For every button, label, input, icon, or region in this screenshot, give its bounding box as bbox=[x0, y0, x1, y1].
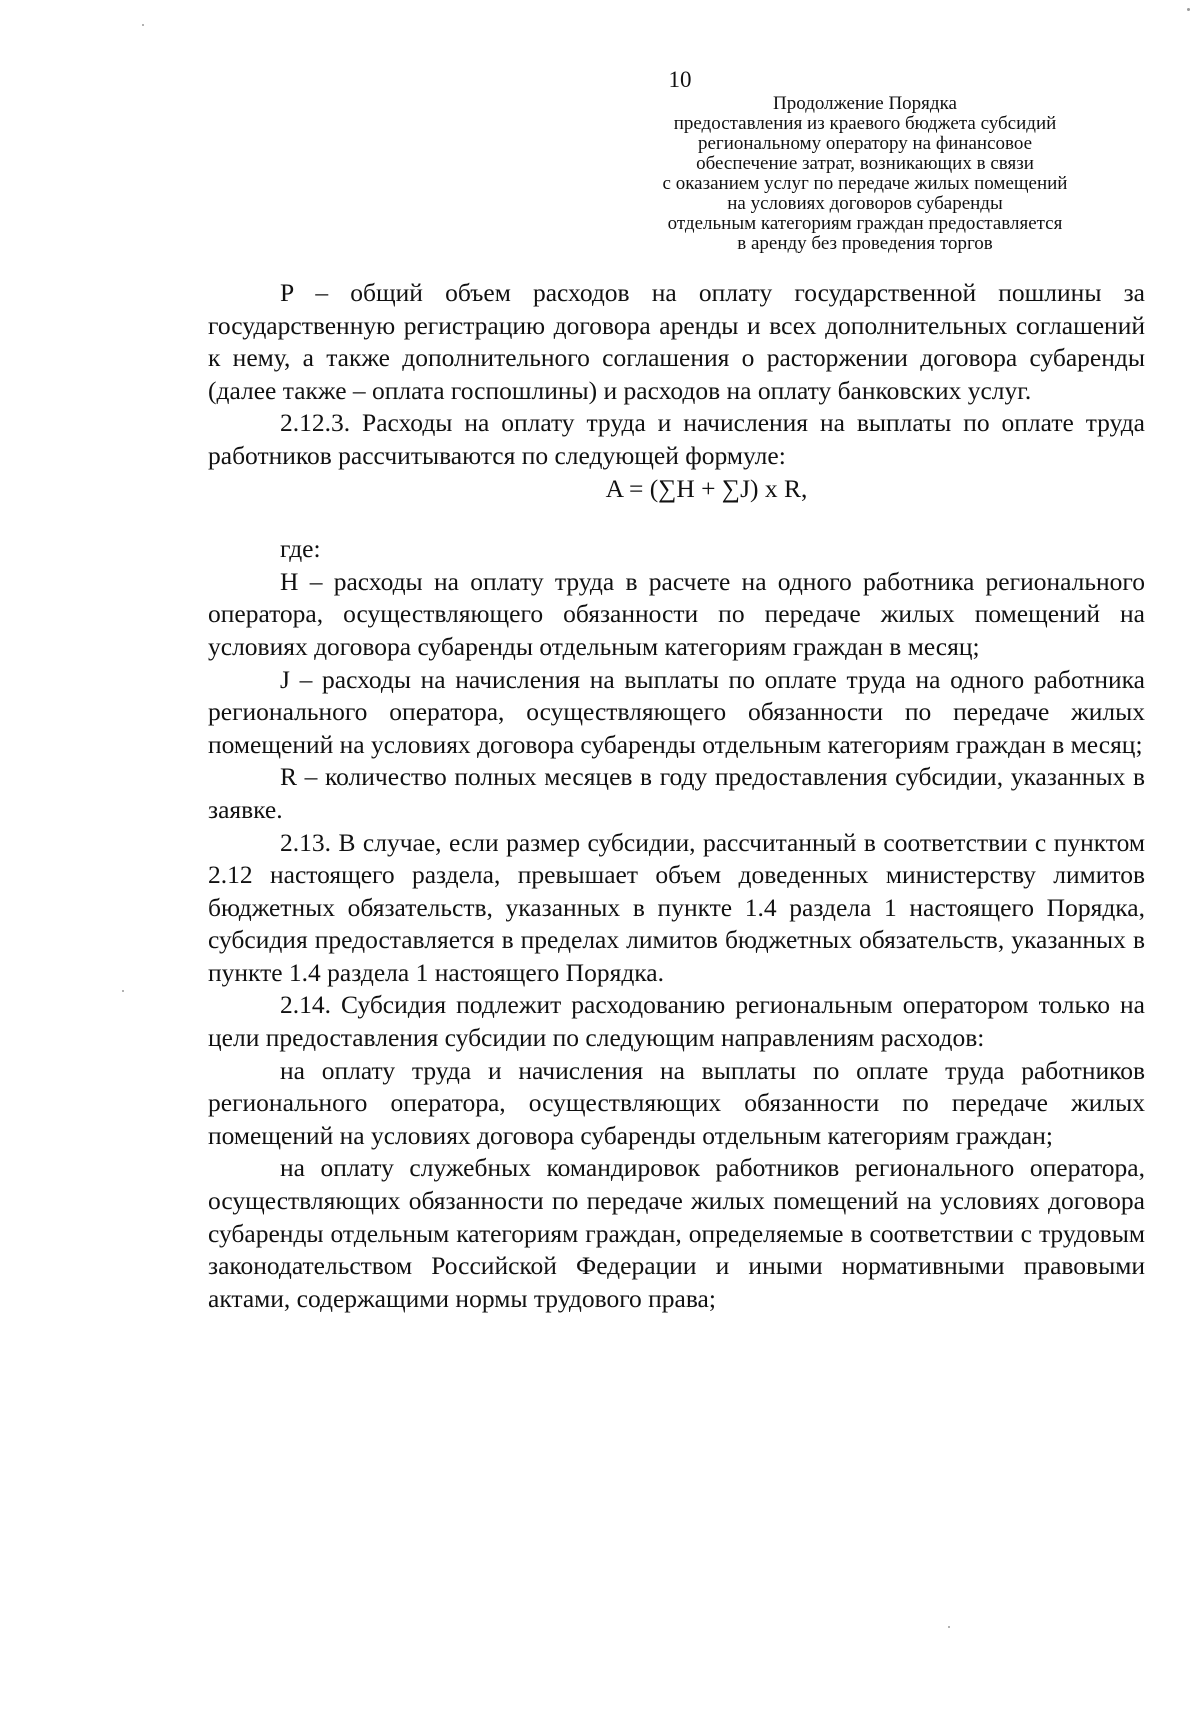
paragraph-2-14: 2.14. Субсидия подлежит расходованию региональным оператором только на цели предоставления субсидии по следующим направлениям расходов: bbox=[208, 990, 1145, 1053]
header-line: предоставления из краевого бюджета субсидий bbox=[673, 113, 1057, 134]
formula: A = (∑H + ∑J) x R, bbox=[605, 473, 808, 503]
paragraph-business-trips: на оплату служебных командировок работников регионального оператора, осуществляющих обязанности по передаче жилых помещений на условиях договора субаренды отдельным категориям граждан, определяемые в соответствии с трудовым законодательством Российской Федерации и иными нормативными правовыми актами, содержащими нормы трудового права; bbox=[208, 1153, 1145, 1313]
header-line: Продолжение Порядка bbox=[773, 93, 957, 114]
header-line: в аренду без проведения торгов bbox=[737, 233, 993, 254]
paragraph-where: где: bbox=[280, 534, 321, 564]
scan-speck bbox=[948, 1626, 950, 1628]
header-line: на условиях договоров субаренды bbox=[727, 193, 1003, 214]
header-line: региональному оператору на финансовое bbox=[697, 133, 1033, 154]
header-line: обеспечение затрат, возникающих в связи bbox=[696, 153, 1034, 174]
header-line: отдельным категориям граждан предоставляется bbox=[667, 213, 1063, 234]
paragraph-j-definition: J – расходы на начисления на выплаты по оплате труда на одного работника регионального оператора, осуществляющего обязанности по передаче жилых помещений на условиях договора субаренды отдельным категориям граждан в месяц; bbox=[208, 664, 1145, 759]
paragraph-2-13: 2.13. В случае, если размер субсидии, рассчитанный в соответствии с пунктом 2.12 настоящего раздела, превышает объем доведенных министерству лимитов бюджетных обязательств, указанных в пункте 1.4 раздела 1 настоящего Порядка, субсидия предоставляется в пределах лимитов бюджетных обязательств, указанных в пункте 1.4 раздела 1 настоящего Порядка. bbox=[208, 827, 1145, 987]
document-header bbox=[560, 94, 1170, 254]
paragraph-r-definition: R – количество полных месяцев в году предоставления субсидии, указанных в заявке. bbox=[208, 762, 1145, 824]
paragraph-2-12-3: 2.12.3. Расходы на оплату труда и начисления на выплаты по оплате труда работников рассчитываются по следующей формуле: bbox=[208, 408, 1145, 470]
paragraph-h-definition: H – расходы на оплату труда в расчете на одного работника регионального оператора, осуществляющего обязанности по передаче жилых помещений на условиях договора субаренды отдельным категориям граждан в месяц; bbox=[208, 566, 1145, 661]
scan-speck bbox=[142, 24, 144, 26]
document-body bbox=[208, 277, 1145, 1315]
page-number: 10 bbox=[668, 67, 692, 92]
paragraph-labor-costs: на оплату труда и начисления на выплаты по оплате труда работников регионального оператора, осуществляющих обязанности по передаче жилых помещений на условиях договора субаренды отдельным категориям граждан; bbox=[208, 1055, 1145, 1150]
scan-speck bbox=[122, 990, 124, 992]
scan-speck bbox=[1187, 8, 1190, 11]
header-line: с оказанием услуг по передаче жилых помещений bbox=[662, 173, 1068, 194]
paragraph-p-definition: P – общий объем расходов на оплату государственной пошлины за государственную регистрацию договора аренды и всех дополнительных соглашений к нему, а также дополнительного соглашения о расторжении договора субаренды (далее также – оплата госпошлины) и расходов на оплату банковских услуг. bbox=[208, 278, 1145, 405]
